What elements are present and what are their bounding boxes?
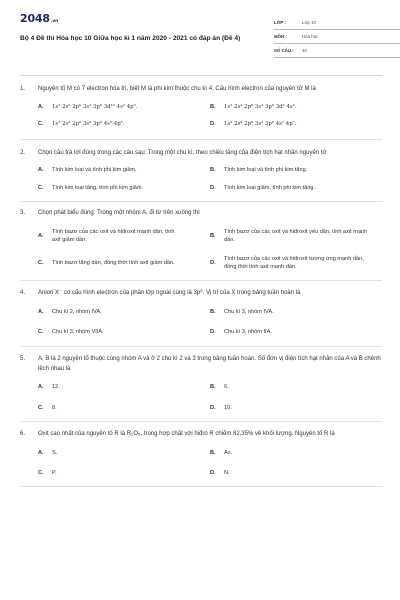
question-5: [20, 347, 382, 422]
option-b[interactable]: [210, 103, 382, 112]
question-6: [20, 422, 382, 487]
option-a[interactable]: [38, 383, 210, 392]
meta-row-subject: [274, 30, 400, 44]
option-key: C.: [38, 404, 44, 411]
option-text: P.: [52, 470, 57, 476]
option-b[interactable]: [210, 308, 382, 317]
option-text: N.: [224, 470, 230, 476]
option-text: 10.: [224, 404, 232, 411]
question-4: [20, 281, 382, 348]
meta-info-table: [274, 16, 400, 58]
option-text: 8.: [52, 404, 57, 411]
question-1: [20, 79, 382, 140]
option-key: A.: [38, 449, 44, 456]
option-text: 1s² 2s² 2p⁶ 3s² 3p⁶ 3d¹⁰ 4s² 4p⁵.: [52, 103, 138, 110]
question-text: A, B là 2 nguyên tố thuộc cùng nhóm A và ở 2 chu kì 2 và 3 trong bảng tuần hoàn. Số đơn vị điện tích hạt nhân của A và B chênh lệch nhau là: [38, 356, 381, 372]
option-c[interactable]: [38, 404, 210, 413]
question-text: Chọn câu trả lời đúng trong các câu sau: Trong một chu kì, theo chiều tăng của điện tích hạt nhân nguyên tử: [38, 149, 327, 156]
question-2: [20, 140, 382, 203]
option-text: Tính bazơ tăng dần, đồng thời tính axit giảm dần.: [52, 259, 175, 266]
option-a[interactable]: [38, 308, 210, 317]
option-key: C.: [38, 470, 44, 476]
question-3: [20, 202, 382, 281]
option-c[interactable]: [38, 255, 210, 272]
option-d[interactable]: [210, 120, 382, 129]
option-a[interactable]: [38, 166, 210, 175]
option-key: D.: [210, 404, 216, 411]
option-key: D.: [210, 328, 216, 335]
option-key: A.: [38, 309, 44, 315]
brand-tld: .vn: [50, 19, 59, 24]
option-a[interactable]: [38, 449, 210, 458]
option-key: A.: [38, 103, 44, 110]
option-text: Tính bazơ của các oxit và hiđroxit tương ứng mạnh dần, đồng thời tính axit mạnh dần.: [224, 255, 364, 270]
option-key: D.: [210, 470, 216, 476]
meta-row-count: [274, 44, 400, 58]
option-key: A.: [38, 384, 44, 390]
option-text: 6.: [224, 384, 229, 390]
option-text: 12.: [52, 384, 60, 390]
question-text: Chọn phát biểu đúng: Trong một nhóm A, đi từ trên xuống thì: [38, 210, 200, 216]
question-text: Nguyên tố M có 7 electron hóa trị, biết M là phi kim thuộc chu kì 4. Cấu hình electron của nguyên tử M là: [38, 86, 316, 92]
question-header: [20, 289, 382, 299]
question-header: [20, 85, 382, 95]
option-text: Tính bazơ của các oxit và hiđroxit mạnh dần, tính axit giảm dần.: [52, 228, 175, 243]
option-d[interactable]: [210, 469, 382, 478]
meta-value: Lớp 10: [302, 20, 316, 25]
option-list: [38, 308, 382, 336]
option-list: [38, 228, 382, 272]
question-header: [20, 355, 382, 374]
option-key: C.: [38, 328, 44, 335]
option-d[interactable]: [210, 184, 382, 193]
page-header: [20, 12, 382, 72]
option-list: [38, 103, 382, 129]
option-key: B.: [210, 232, 216, 239]
meta-key: MÔN :: [274, 34, 287, 39]
question-number: 6.: [20, 431, 26, 437]
option-c[interactable]: [38, 328, 210, 337]
question-header: [20, 430, 382, 440]
question-list: [20, 79, 382, 487]
meta-key: LỚP :: [274, 20, 286, 25]
option-b[interactable]: [210, 449, 382, 458]
option-c[interactable]: [38, 184, 210, 193]
option-text: Chu kì 3, nhóm VIIA.: [52, 328, 104, 335]
question-header: [20, 209, 382, 219]
question-number: 3.: [20, 210, 26, 216]
option-text: Chu kì 3, nhóm IVA.: [224, 309, 274, 315]
meta-value: Hóa học: [302, 34, 319, 39]
option-b[interactable]: [210, 166, 382, 175]
option-text: Chu kì 2, nhóm IVA.: [52, 309, 102, 315]
option-text: Tính kim loại và tính phi kim giảm.: [52, 167, 137, 173]
question-number: 1.: [20, 86, 26, 92]
option-key: A.: [38, 167, 44, 173]
option-b[interactable]: [210, 383, 382, 392]
option-c[interactable]: [38, 469, 210, 478]
option-key: C.: [38, 259, 44, 266]
option-key: D.: [210, 184, 216, 191]
option-text: Chu kì 3, nhóm IIA.: [224, 328, 272, 335]
brand-logo[interactable]: [20, 12, 58, 25]
option-text: As.: [224, 449, 233, 456]
option-text: S.: [52, 449, 58, 456]
option-key: C.: [38, 184, 44, 191]
option-key: D.: [210, 121, 216, 127]
option-a[interactable]: [38, 228, 210, 245]
option-text: 1s² 2s² 2p⁶ 3s² 3p⁶ 3d⁵ 4s².: [224, 103, 297, 110]
question-number: 4.: [20, 289, 26, 296]
option-text: Tính bazơ của các oxit và hiđroxit yếu dần, tính axit mạnh dần.: [224, 228, 368, 243]
option-list: [38, 166, 382, 192]
option-key: A.: [38, 232, 44, 239]
option-b[interactable]: [210, 228, 382, 245]
option-text: Tính kim loại và tính phi kim tăng.: [224, 167, 308, 173]
question-divider: [20, 486, 382, 487]
question-text: Anion X⁻ có cấu hình electron của phân lớp ngoài cùng là 3p⁶. Vị trí của X trong bảng tuần hoàn là: [38, 289, 301, 296]
option-a[interactable]: [38, 103, 210, 112]
option-key: B.: [210, 309, 216, 315]
option-list: [38, 383, 382, 412]
question-number: 5.: [20, 356, 26, 362]
meta-row-class: [274, 16, 400, 30]
meta-key: SỐ CÂU :: [274, 48, 294, 53]
question-number: 2.: [20, 149, 26, 156]
option-key: C.: [38, 121, 44, 127]
meta-value: 30: [302, 48, 307, 53]
option-key: B.: [210, 449, 216, 456]
option-d[interactable]: [210, 328, 382, 337]
question-header: [20, 149, 382, 159]
option-text: 1s² 2s² 2p⁶ 3s² 3p⁶ 4s² 4p⁵.: [52, 121, 125, 127]
document-title: Bộ 4 Đề thi Hóa học 10 Giữa học kì 1 năm 2020 - 2021 có đáp án (Đề 4): [20, 35, 241, 42]
option-key: B.: [210, 167, 216, 173]
brand-name: 2048: [20, 12, 50, 25]
option-text: Tính kim loại tăng, tính phi kim giảm.: [52, 184, 144, 191]
header-divider: [20, 75, 382, 76]
option-text: 1s² 2s² 2p⁶ 3s² 3p⁶ 4s² 4p⁷.: [224, 121, 297, 127]
option-key: D.: [210, 259, 216, 266]
option-text: Tính kim loại giảm, tính phi kim tăng.: [224, 184, 316, 191]
option-c[interactable]: [38, 120, 210, 129]
option-d[interactable]: [210, 404, 382, 413]
option-key: B.: [210, 103, 216, 110]
question-text: Oxit cao nhất của nguyên tố R là R₂O₅, trong hợp chất với hiđro R chiếm 82,35% về khối lượng. Nguyên tố R là: [38, 431, 335, 437]
option-key: B.: [210, 384, 216, 390]
option-d[interactable]: [210, 255, 382, 272]
option-list: [38, 449, 382, 478]
